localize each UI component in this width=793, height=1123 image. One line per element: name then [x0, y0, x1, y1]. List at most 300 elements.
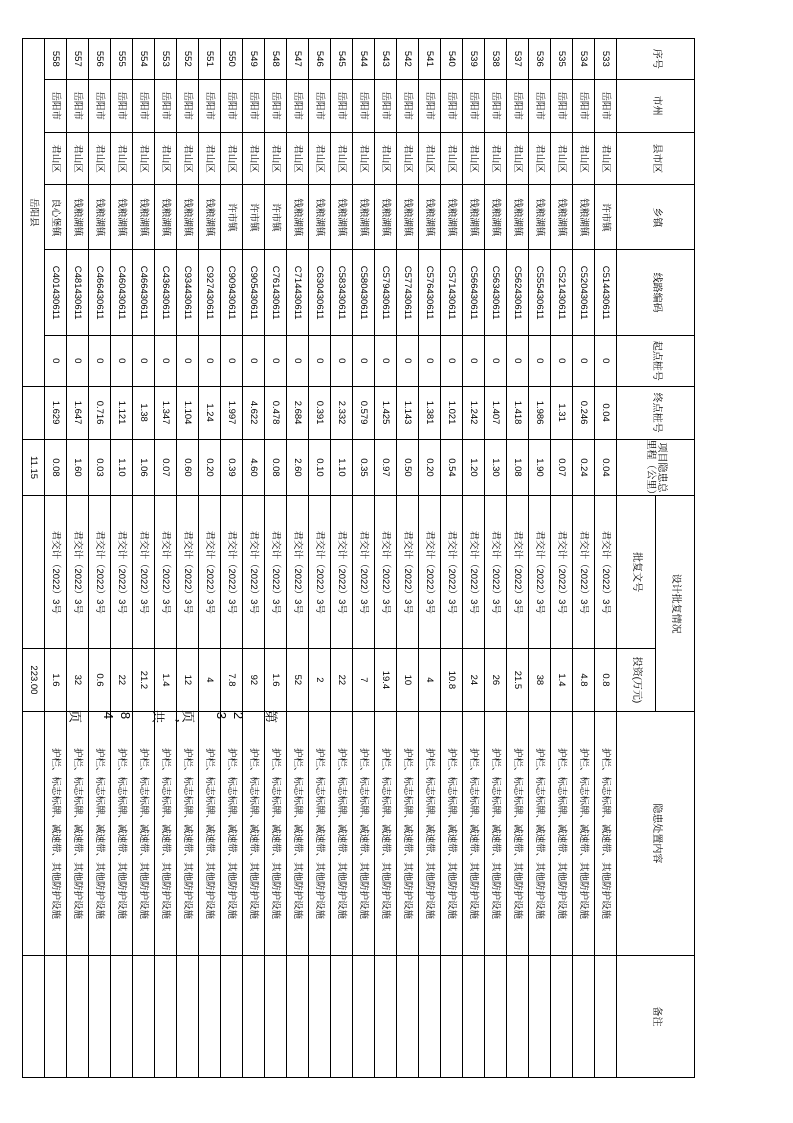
table-row [595, 39, 617, 1078]
row-hidden-total: 1.06 [133, 439, 155, 496]
row-end-stake: 1.647 [67, 386, 89, 439]
header-treatment-content: 隐患处置内容 [617, 711, 695, 955]
row-route-code: C481430611 [67, 250, 89, 335]
row-seq: 557 [67, 39, 89, 80]
row-approval-doc: 君交计（2022）3号 [67, 496, 89, 648]
row-city: 岳阳市 [397, 79, 419, 132]
row-remark [375, 955, 397, 1077]
row-end-stake: 1.418 [507, 386, 529, 439]
row-county: 君山区 [441, 132, 463, 185]
row-route-code: C580430611 [353, 250, 375, 335]
row-seq: 542 [397, 39, 419, 80]
row-city: 岳阳市 [45, 79, 67, 132]
row-hidden-total: 0.07 [155, 439, 177, 496]
row-treatment-content: 护栏、标志标牌、减速带、其他防护设施 [287, 711, 309, 955]
row-end-stake: 0.04 [595, 386, 617, 439]
table-row [177, 39, 199, 1078]
row-route-code: C460430611 [111, 250, 133, 335]
row-end-stake: 1.425 [375, 386, 397, 439]
row-approval-doc: 君交计（2022）3号 [397, 496, 419, 648]
table-row [265, 39, 287, 1078]
row-treatment-content: 护栏、标志标牌、减速带、其他防护设施 [331, 711, 353, 955]
table-row [551, 39, 573, 1078]
row-route-code: C909430611 [221, 250, 243, 335]
row-end-stake: 1.986 [529, 386, 551, 439]
row-hidden-total: 0.35 [353, 439, 375, 496]
row-county: 君山区 [155, 132, 177, 185]
row-end-stake: 1.347 [155, 386, 177, 439]
row-treatment-content: 护栏、标志标牌、减速带、其他防护设施 [309, 711, 331, 955]
row-approval-doc: 君交计（2022）3号 [287, 496, 309, 648]
row-treatment-content: 护栏、标志标牌、减速带、其他防护设施 [419, 711, 441, 955]
table-row [529, 39, 551, 1078]
row-county: 君山区 [89, 132, 111, 185]
row-remark [353, 955, 375, 1077]
table-body [23, 39, 617, 1078]
row-seq: 538 [485, 39, 507, 80]
row-treatment-content: 护栏、标志标牌、减速带、其他防护设施 [375, 711, 397, 955]
row-route-code: C401430611 [45, 250, 67, 335]
row-county: 君山区 [485, 132, 507, 185]
row-investment: 1.4 [551, 648, 573, 711]
row-approval-doc: 君交计（2022）3号 [309, 496, 331, 648]
row-start-stake: 0 [551, 335, 573, 386]
row-treatment-content: 护栏、标志标牌、减速带、其他防护设施 [551, 711, 573, 955]
row-city: 岳阳市 [133, 79, 155, 132]
row-town: 许市镇 [221, 185, 243, 250]
row-treatment-content: 护栏、标志标牌、减速带、其他防护设施 [463, 711, 485, 955]
row-town: 钱粮湖镇 [463, 185, 485, 250]
row-remark [243, 955, 265, 1077]
row-approval-doc: 君交计（2022）3号 [199, 496, 221, 648]
row-route-code: C934430611 [177, 250, 199, 335]
row-seq: 553 [155, 39, 177, 80]
row-remark [397, 955, 419, 1077]
header-city: 市州 [617, 79, 695, 132]
header-hidden-total: 项目隐患总里程（公里） [617, 439, 695, 496]
row-route-code: C571430611 [441, 250, 463, 335]
row-start-stake: 0 [287, 335, 309, 386]
row-treatment-content: 护栏、标志标牌、减速带、其他防护设施 [595, 711, 617, 955]
row-city: 岳阳市 [287, 79, 309, 132]
row-remark [463, 955, 485, 1077]
row-investment: 32 [67, 648, 89, 711]
row-hidden-total: 2.60 [287, 439, 309, 496]
row-remark [309, 955, 331, 1077]
row-town: 钱粮湖镇 [507, 185, 529, 250]
row-end-stake: 1.997 [221, 386, 243, 439]
row-hidden-total: 0.20 [199, 439, 221, 496]
table-row [67, 39, 89, 1078]
row-start-stake: 0 [485, 335, 507, 386]
table-row [309, 39, 331, 1078]
row-hidden-total: 1.20 [463, 439, 485, 496]
row-county: 君山区 [353, 132, 375, 185]
row-county: 君山区 [67, 132, 89, 185]
row-remark [287, 955, 309, 1077]
row-seq: 556 [89, 39, 111, 80]
row-hidden-total: 0.39 [221, 439, 243, 496]
row-start-stake: 0 [463, 335, 485, 386]
row-route-code: C927430611 [199, 250, 221, 335]
row-county: 君山区 [45, 132, 67, 185]
header-town: 乡镇 [617, 185, 695, 250]
row-remark [199, 955, 221, 1077]
row-treatment-content: 护栏、标志标牌、减速带、其他防护设施 [573, 711, 595, 955]
row-hidden-total: 0.08 [45, 439, 67, 496]
row-seq: 558 [45, 39, 67, 80]
header-end-stake: 终点桩号 [617, 386, 695, 439]
summary-doc-blank [23, 496, 45, 648]
row-city: 岳阳市 [573, 79, 595, 132]
row-county: 君山区 [199, 132, 221, 185]
row-city: 岳阳市 [155, 79, 177, 132]
table-row [375, 39, 397, 1078]
row-county: 君山区 [573, 132, 595, 185]
row-seq: 550 [221, 39, 243, 80]
row-hidden-total: 0.54 [441, 439, 463, 496]
row-investment: 4 [199, 648, 221, 711]
table-row [419, 39, 441, 1078]
row-investment: 38 [529, 648, 551, 711]
row-approval-doc: 君交计（2022）3号 [529, 496, 551, 648]
row-hidden-total: 0.04 [595, 439, 617, 496]
row-end-stake: 2.332 [331, 386, 353, 439]
table-summary-row [23, 39, 45, 1078]
row-investment: 24 [463, 648, 485, 711]
row-start-stake: 0 [595, 335, 617, 386]
row-treatment-content: 护栏、标志标牌、减速带、其他防护设施 [397, 711, 419, 955]
row-city: 岳阳市 [67, 79, 89, 132]
row-start-stake: 0 [67, 335, 89, 386]
row-route-code: C521430611 [551, 250, 573, 335]
row-end-stake: 1.143 [397, 386, 419, 439]
row-approval-doc: 君交计（2022）3号 [507, 496, 529, 648]
row-end-stake: 2.684 [287, 386, 309, 439]
row-seq: 540 [441, 39, 463, 80]
row-city: 岳阳市 [507, 79, 529, 132]
row-start-stake: 0 [331, 335, 353, 386]
table-row [221, 39, 243, 1078]
row-start-stake: 0 [133, 335, 155, 386]
row-town: 钱粮湖镇 [419, 185, 441, 250]
row-end-stake: 0.391 [309, 386, 331, 439]
row-remark [595, 955, 617, 1077]
row-seq: 548 [265, 39, 287, 80]
row-route-code: C583430611 [331, 250, 353, 335]
row-investment: 22 [111, 648, 133, 711]
row-county: 君山区 [397, 132, 419, 185]
row-end-stake: 0.579 [353, 386, 375, 439]
row-city: 岳阳市 [221, 79, 243, 132]
row-end-stake: 1.24 [199, 386, 221, 439]
row-hidden-total: 1.10 [331, 439, 353, 496]
row-seq: 552 [177, 39, 199, 80]
row-city: 岳阳市 [111, 79, 133, 132]
row-remark [507, 955, 529, 1077]
summary-investment: 223.00 [23, 648, 45, 711]
row-city: 岳阳市 [309, 79, 331, 132]
row-county: 君山区 [551, 132, 573, 185]
row-city: 岳阳市 [551, 79, 573, 132]
row-approval-doc: 君交计（2022）3号 [463, 496, 485, 648]
table-row [331, 39, 353, 1078]
row-remark [529, 955, 551, 1077]
row-county: 君山区 [375, 132, 397, 185]
row-treatment-content: 护栏、标志标牌、减速带、其他防护设施 [89, 711, 111, 955]
table-row [133, 39, 155, 1078]
row-route-code: C520430611 [573, 250, 595, 335]
row-city: 岳阳市 [243, 79, 265, 132]
row-treatment-content: 护栏、标志标牌、减速带、其他防护设施 [221, 711, 243, 955]
row-start-stake: 0 [155, 335, 177, 386]
row-route-code: C576430611 [419, 250, 441, 335]
data-sheet [22, 38, 695, 1078]
row-hidden-total: 0.07 [551, 439, 573, 496]
row-city: 岳阳市 [419, 79, 441, 132]
row-start-stake: 0 [89, 335, 111, 386]
row-remark [441, 955, 463, 1077]
page-footer: 第 23 页，共 84 页 [67, 708, 278, 723]
row-route-code: C566430611 [463, 250, 485, 335]
row-remark [133, 955, 155, 1077]
row-treatment-content: 护栏、标志标牌、减速带、其他防护设施 [485, 711, 507, 955]
row-remark [485, 955, 507, 1077]
row-end-stake: 1.121 [111, 386, 133, 439]
row-start-stake: 0 [111, 335, 133, 386]
row-approval-doc: 君交计（2022）3号 [353, 496, 375, 648]
row-start-stake: 0 [265, 335, 287, 386]
row-seq: 536 [529, 39, 551, 80]
row-town: 钱粮湖镇 [397, 185, 419, 250]
row-treatment-content: 护栏、标志标牌、减速带、其他防护设施 [529, 711, 551, 955]
row-county: 君山区 [595, 132, 617, 185]
table-row [243, 39, 265, 1078]
row-town: 钱粮湖镇 [287, 185, 309, 250]
header-design-approval-group: 设计批复情况 [656, 496, 695, 712]
row-approval-doc: 君交计（2022）3号 [243, 496, 265, 648]
row-start-stake: 0 [243, 335, 265, 386]
table-row [111, 39, 133, 1078]
row-city: 岳阳市 [331, 79, 353, 132]
row-hidden-total: 0.08 [265, 439, 287, 496]
row-start-stake: 0 [221, 335, 243, 386]
row-end-stake: 4.622 [243, 386, 265, 439]
row-hidden-total: 4.60 [243, 439, 265, 496]
row-route-code: C436430611 [155, 250, 177, 335]
row-treatment-content: 护栏、标志标牌、减速带、其他防护设施 [265, 711, 287, 955]
row-town: 钱粮湖镇 [353, 185, 375, 250]
row-investment: 7.8 [221, 648, 243, 711]
row-approval-doc: 君交计（2022）3号 [89, 496, 111, 648]
row-approval-doc: 君交计（2022）3号 [441, 496, 463, 648]
row-seq: 533 [595, 39, 617, 80]
row-treatment-content: 护栏、标志标牌、减速带、其他防护设施 [441, 711, 463, 955]
row-remark [67, 955, 89, 1077]
row-investment: 26 [485, 648, 507, 711]
row-seq: 546 [309, 39, 331, 80]
row-city: 岳阳市 [463, 79, 485, 132]
row-investment: 10.8 [441, 648, 463, 711]
row-route-code: C714430611 [287, 250, 309, 335]
summary-end-stake [23, 386, 45, 439]
table-row [353, 39, 375, 1078]
row-approval-doc: 君交计（2022）3号 [595, 496, 617, 648]
row-route-code: C761430611 [265, 250, 287, 335]
row-seq: 551 [199, 39, 221, 80]
row-route-code: C562430611 [507, 250, 529, 335]
row-hidden-total: 0.50 [397, 439, 419, 496]
header-remark: 备注 [617, 955, 695, 1077]
row-investment: 52 [287, 648, 309, 711]
row-remark [177, 955, 199, 1077]
row-route-code: C466430611 [133, 250, 155, 335]
row-end-stake: 0.246 [573, 386, 595, 439]
row-end-stake: 1.31 [551, 386, 573, 439]
row-investment: 4 [419, 648, 441, 711]
row-treatment-content: 护栏、标志标牌、减速带、其他防护设施 [353, 711, 375, 955]
row-county: 君山区 [463, 132, 485, 185]
row-remark [331, 955, 353, 1077]
row-investment: 0.6 [89, 648, 111, 711]
table-row [397, 39, 419, 1078]
row-route-code: C555430611 [529, 250, 551, 335]
row-remark [155, 955, 177, 1077]
row-county: 君山区 [529, 132, 551, 185]
row-end-stake: 1.104 [177, 386, 199, 439]
row-county: 君山区 [177, 132, 199, 185]
row-investment: 19.4 [375, 648, 397, 711]
row-approval-doc: 君交计（2022）3号 [155, 496, 177, 648]
row-end-stake: 1.021 [441, 386, 463, 439]
row-treatment-content: 护栏、标志标牌、减速带、其他防护设施 [67, 711, 89, 955]
row-start-stake: 0 [199, 335, 221, 386]
row-remark [265, 955, 287, 1077]
row-hidden-total: 0.03 [89, 439, 111, 496]
summary-remark-blank [23, 955, 45, 1077]
table-row [287, 39, 309, 1078]
row-town: 钱粮湖镇 [111, 185, 133, 250]
row-investment: 10 [397, 648, 419, 711]
header-approval-doc: 批复文号 [617, 496, 656, 648]
row-county: 君山区 [309, 132, 331, 185]
row-town: 许市镇 [243, 185, 265, 250]
row-town: 钱粮湖镇 [133, 185, 155, 250]
row-seq: 545 [331, 39, 353, 80]
row-city: 岳阳市 [595, 79, 617, 132]
row-investment: 21.2 [133, 648, 155, 711]
row-hidden-total: 1.60 [67, 439, 89, 496]
row-start-stake: 0 [45, 335, 67, 386]
row-remark [551, 955, 573, 1077]
row-approval-doc: 君交计（2022）3号 [551, 496, 573, 648]
row-county: 君山区 [265, 132, 287, 185]
table-row [485, 39, 507, 1078]
row-hidden-total: 0.97 [375, 439, 397, 496]
row-investment: 4.8 [573, 648, 595, 711]
row-end-stake: 1.38 [133, 386, 155, 439]
row-start-stake: 0 [177, 335, 199, 386]
row-town: 良心堡镇 [45, 185, 67, 250]
row-route-code: C466430611 [89, 250, 111, 335]
row-route-code: C579430611 [375, 250, 397, 335]
row-end-stake: 1.407 [485, 386, 507, 439]
row-seq: 549 [243, 39, 265, 80]
row-approval-doc: 君交计（2022）3号 [419, 496, 441, 648]
row-town: 钱粮湖镇 [177, 185, 199, 250]
row-county: 君山区 [243, 132, 265, 185]
row-route-code: C514430611 [595, 250, 617, 335]
row-hidden-total: 1.90 [529, 439, 551, 496]
table-row [45, 39, 67, 1078]
row-hidden-total: 1.08 [507, 439, 529, 496]
row-seq: 547 [287, 39, 309, 80]
row-remark [419, 955, 441, 1077]
row-treatment-content: 护栏、标志标牌、减速带、其他防护设施 [507, 711, 529, 955]
row-town: 钱粮湖镇 [551, 185, 573, 250]
table-row [573, 39, 595, 1078]
row-approval-doc: 君交计（2022）3号 [45, 496, 67, 648]
row-approval-doc: 君交计（2022）3号 [177, 496, 199, 648]
row-route-code: C577430611 [397, 250, 419, 335]
row-city: 岳阳市 [485, 79, 507, 132]
row-approval-doc: 君交计（2022）3号 [375, 496, 397, 648]
summary-content-blank [23, 711, 45, 955]
row-approval-doc: 君交计（2022）3号 [573, 496, 595, 648]
row-town: 钱粮湖镇 [89, 185, 111, 250]
row-approval-doc: 君交计（2022）3号 [111, 496, 133, 648]
row-approval-doc: 君交计（2022）3号 [331, 496, 353, 648]
row-start-stake: 0 [419, 335, 441, 386]
row-route-code: C905430611 [243, 250, 265, 335]
row-route-code: C630430611 [309, 250, 331, 335]
row-county: 君山区 [331, 132, 353, 185]
row-end-stake: 1.381 [419, 386, 441, 439]
row-city: 岳阳市 [265, 79, 287, 132]
row-end-stake: 0.478 [265, 386, 287, 439]
row-seq: 555 [111, 39, 133, 80]
row-start-stake: 0 [375, 335, 397, 386]
row-treatment-content: 护栏、标志标牌、减速带、其他防护设施 [133, 711, 155, 955]
row-town: 钱粮湖镇 [67, 185, 89, 250]
row-seq: 554 [133, 39, 155, 80]
row-treatment-content: 护栏、标志标牌、减速带、其他防护设施 [111, 711, 133, 955]
row-county: 君山区 [419, 132, 441, 185]
table-row [155, 39, 177, 1078]
row-start-stake: 0 [353, 335, 375, 386]
row-seq: 539 [463, 39, 485, 80]
row-town: 钱粮湖镇 [155, 185, 177, 250]
row-remark [111, 955, 133, 1077]
row-seq: 543 [375, 39, 397, 80]
row-remark [573, 955, 595, 1077]
row-investment: 92 [243, 648, 265, 711]
row-approval-doc: 君交计（2022）3号 [133, 496, 155, 648]
row-start-stake: 0 [309, 335, 331, 386]
row-county: 君山区 [221, 132, 243, 185]
header-investment: 投资(万元) [617, 648, 656, 711]
header-county: 县市区 [617, 132, 695, 185]
row-end-stake: 0.716 [89, 386, 111, 439]
row-hidden-total: 1.10 [111, 439, 133, 496]
row-hidden-total: 0.20 [419, 439, 441, 496]
row-hidden-total: 0.10 [309, 439, 331, 496]
row-investment: 1.4 [155, 648, 177, 711]
hazard-project-table [22, 38, 695, 1078]
row-town: 钱粮湖镇 [309, 185, 331, 250]
row-start-stake: 0 [397, 335, 419, 386]
table-row [89, 39, 111, 1078]
